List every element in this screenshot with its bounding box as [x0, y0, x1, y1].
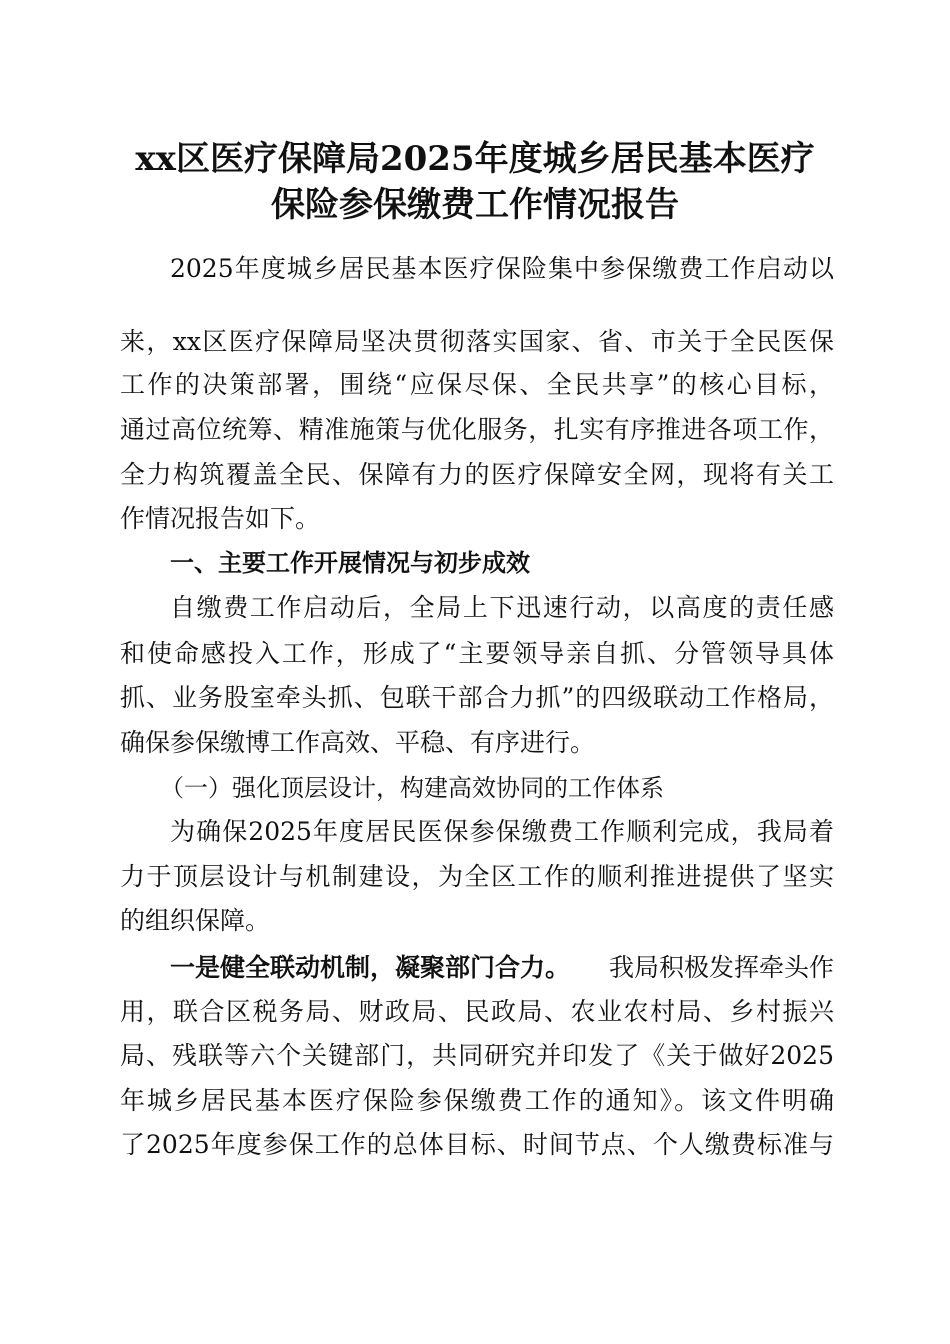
subsection-1-line-3: 的组织保障。 — [120, 906, 271, 935]
section-1-line-4: 确保参保缴博工作高效、平稳、有序进行。 — [120, 728, 596, 757]
section-1-line-1: 自缴费工作启动后，全局上下迅速行动，以高度的责任感 — [170, 593, 834, 622]
intro-line-3: 工作的决策部署，围绕“应保尽保、全民共享”的核心目标， — [120, 370, 834, 399]
point-1-line-5: 了2025年度参保工作的总体目标、时间节点、个人缴费标准与 — [120, 1130, 834, 1159]
point-1-first-line — [170, 948, 834, 988]
intro-line-2: 来，xx区医疗保障局坚决贯彻落实国家、省、市关于全民医保 — [120, 327, 834, 356]
section-1-line-3: 抓、业务股室牵头抓、包联干部合力抓”的四级联动工作格局， — [120, 683, 834, 712]
intro-line-5: 全力构筑覆盖全民、保障有力的医疗保障安全网，现将有关工 — [120, 460, 834, 489]
subsection-1-line-1: 为确保2025年度居民医保参保缴费工作顺利完成，我局着 — [170, 817, 834, 846]
point-1-line-3: 局、残联等六个关键部门，共同研究并印发了《关于做好2025 — [120, 1041, 834, 1070]
intro-line-6: 作情况报告如下。 — [120, 504, 321, 533]
section-1-heading: 一、主要工作开展情况与初步成效 — [170, 549, 530, 577]
section-1-line-2: 和使命感投入工作，形成了“主要领导亲自抓、分管领导具体 — [120, 639, 834, 668]
point-1-line-4: 年城乡居民基本医疗保险参保缴费工作的通知》。该文件明确 — [120, 1086, 834, 1115]
point-1-lead: 一是健全联动机制，凝聚部门合力。 — [170, 953, 571, 982]
subsection-1-heading: （一）强化顶层设计，构建高效协同的工作体系 — [160, 774, 664, 802]
document-title-line-1: xx区医疗保障局2025年度城乡居民基本医疗 — [135, 139, 815, 179]
subsection-1-line-2: 力于顶层设计与机制建设，为全区工作的顺利推进提供了坚实 — [120, 862, 834, 891]
intro-line-4: 通过高位统筹、精准施策与优化服务，扎实有序推进各项工作， — [120, 415, 834, 444]
point-1-first-line-rest: 我局积极发挥牵头作 — [608, 953, 834, 982]
point-1-line-2: 用，联合区税务局、财政局、民政局、农业农村局、乡村振兴 — [120, 997, 834, 1026]
document-title-line-2: 保险参保缴费工作情况报告 — [271, 185, 679, 225]
intro-line-1: 2025年度城乡居民基本医疗保险集中参保缴费工作启动以 — [170, 254, 834, 283]
